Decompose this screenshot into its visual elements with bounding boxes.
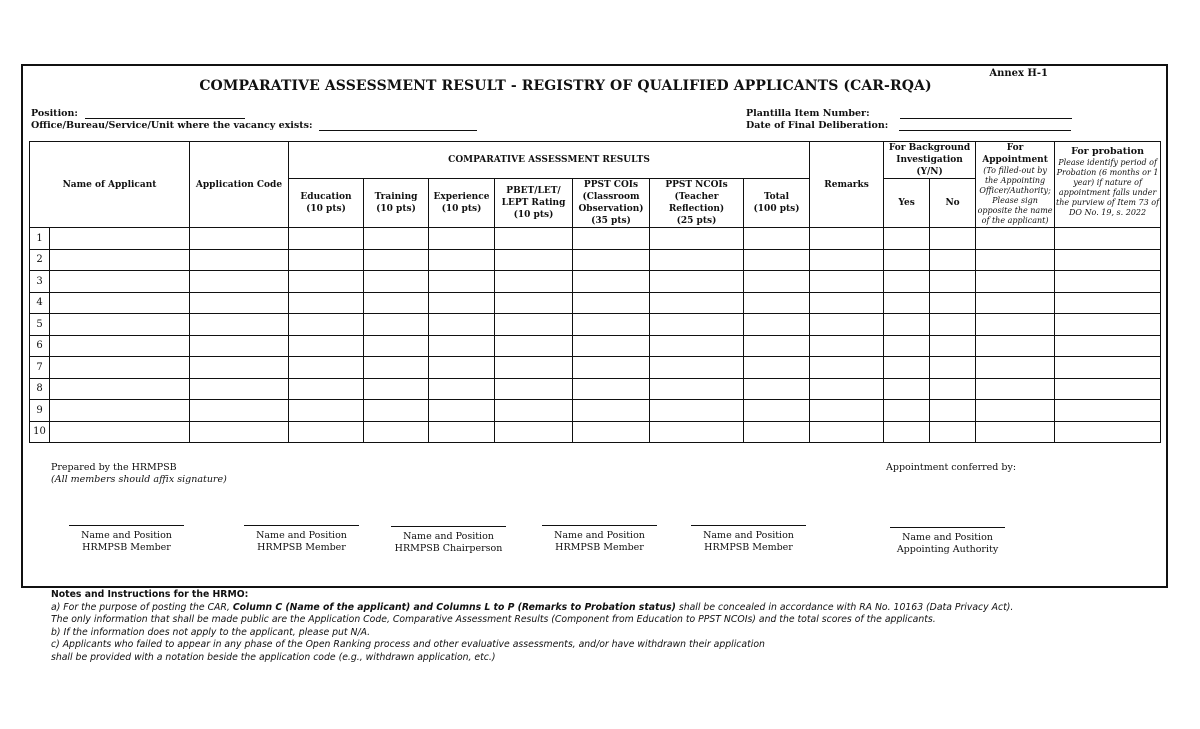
plantilla-label: Plantilla Item Number: bbox=[746, 108, 870, 119]
signature-member-4[interactable] bbox=[691, 525, 806, 554]
table-cell[interactable] bbox=[289, 271, 364, 293]
signature-chairperson[interactable] bbox=[391, 526, 506, 555]
table-cell[interactable] bbox=[429, 314, 495, 336]
total-label: Total bbox=[763, 192, 790, 202]
coi-line2: (Classroom bbox=[582, 192, 640, 202]
signature-member-1[interactable] bbox=[69, 525, 184, 554]
appointment-header bbox=[976, 142, 1055, 228]
signature-name-position: Name and Position bbox=[902, 532, 993, 543]
table-cell[interactable] bbox=[364, 357, 429, 379]
table-cell[interactable] bbox=[495, 271, 573, 293]
table-cell[interactable] bbox=[573, 378, 650, 400]
office-label: Office/Bureau/Service/Unit where the vacancy exists: bbox=[31, 120, 313, 131]
pbet-header bbox=[495, 179, 573, 228]
name-header: Name of Applicant bbox=[30, 142, 190, 228]
table-cell[interactable] bbox=[744, 228, 810, 250]
appt-line2: Appointment bbox=[982, 155, 1048, 165]
table-cell[interactable] bbox=[1055, 400, 1161, 422]
table-cell[interactable] bbox=[364, 292, 429, 314]
table-cell[interactable] bbox=[650, 335, 744, 357]
hrmo-notes bbox=[51, 589, 1013, 664]
probation-header bbox=[1055, 142, 1161, 228]
table-cell[interactable] bbox=[190, 228, 289, 250]
table-cell[interactable] bbox=[495, 421, 573, 443]
table-cell[interactable] bbox=[573, 228, 650, 250]
table-row bbox=[30, 400, 1161, 422]
education-pts: (10 pts) bbox=[306, 204, 346, 214]
table-cell[interactable] bbox=[1055, 335, 1161, 357]
table-cell[interactable] bbox=[495, 335, 573, 357]
table-cell[interactable] bbox=[190, 249, 289, 271]
appt-line1: For bbox=[1006, 143, 1024, 153]
table-cell[interactable] bbox=[573, 400, 650, 422]
table-cell[interactable] bbox=[976, 357, 1055, 379]
total-header bbox=[744, 179, 810, 228]
table-cell[interactable] bbox=[976, 271, 1055, 293]
table-cell[interactable] bbox=[1055, 292, 1161, 314]
prepared-by: Prepared by the HRMPSB bbox=[51, 462, 177, 473]
table-cell[interactable] bbox=[1055, 228, 1161, 250]
row-number: 9 bbox=[30, 400, 50, 422]
table-cell[interactable] bbox=[810, 249, 884, 271]
table-cell[interactable] bbox=[1055, 421, 1161, 443]
assessment-table bbox=[29, 141, 1161, 443]
probation-title: For probation bbox=[1071, 146, 1145, 157]
ncoi-line1: PPST NCOIs bbox=[665, 180, 728, 190]
table-cell[interactable] bbox=[429, 400, 495, 422]
signature-name-position: Name and Position bbox=[554, 530, 645, 541]
education-header bbox=[289, 179, 364, 228]
table-cell[interactable] bbox=[930, 271, 976, 293]
table-cell[interactable] bbox=[810, 400, 884, 422]
table-cell[interactable] bbox=[976, 228, 1055, 250]
table-cell[interactable] bbox=[573, 357, 650, 379]
signature-name-position: Name and Position bbox=[703, 530, 794, 541]
row-number: 5 bbox=[30, 314, 50, 336]
pbet-line1: PBET/LET/ bbox=[506, 186, 561, 196]
code-header: Application Code bbox=[190, 142, 289, 228]
table-row bbox=[30, 292, 1161, 314]
signature-appointing-authority[interactable] bbox=[890, 527, 1005, 556]
background-header bbox=[884, 142, 976, 179]
table-cell[interactable] bbox=[650, 292, 744, 314]
office-line bbox=[319, 130, 477, 131]
table-cell[interactable] bbox=[573, 271, 650, 293]
table-cell[interactable] bbox=[429, 292, 495, 314]
table-cell[interactable] bbox=[50, 271, 190, 293]
table-cell[interactable] bbox=[190, 378, 289, 400]
table-cell[interactable] bbox=[289, 314, 364, 336]
table-cell[interactable] bbox=[650, 421, 744, 443]
row-number: 3 bbox=[30, 271, 50, 293]
ncoi-line3: Reflection) bbox=[668, 204, 725, 214]
table-cell[interactable] bbox=[50, 228, 190, 250]
table-cell[interactable] bbox=[1055, 314, 1161, 336]
yes-header: Yes bbox=[884, 179, 930, 228]
table-cell[interactable] bbox=[190, 400, 289, 422]
coi-header bbox=[573, 179, 650, 228]
position-label: Position: bbox=[31, 108, 78, 119]
table-row bbox=[30, 357, 1161, 379]
table-cell[interactable] bbox=[650, 271, 744, 293]
table-cell[interactable] bbox=[1055, 271, 1161, 293]
form-frame bbox=[21, 64, 1168, 588]
table-cell[interactable] bbox=[930, 249, 976, 271]
table-cell[interactable] bbox=[289, 228, 364, 250]
signature-role: HRMPSB Member bbox=[82, 542, 171, 553]
table-cell[interactable] bbox=[289, 335, 364, 357]
table-cell[interactable] bbox=[884, 335, 930, 357]
table-cell[interactable] bbox=[190, 421, 289, 443]
table-cell[interactable] bbox=[976, 335, 1055, 357]
education-label: Education bbox=[300, 192, 352, 202]
table-cell[interactable] bbox=[429, 335, 495, 357]
probation-note: Please identify period of Probation (6 months or 1 year) if nature of appointment falls under the purview of Item 73 of DO No. 19, s. 2022 bbox=[1056, 158, 1160, 217]
table-cell[interactable] bbox=[976, 292, 1055, 314]
table-cell[interactable] bbox=[1055, 378, 1161, 400]
deliberation-field[interactable] bbox=[746, 120, 1071, 131]
table-cell[interactable] bbox=[976, 249, 1055, 271]
table-cell[interactable] bbox=[50, 378, 190, 400]
table-cell[interactable] bbox=[744, 400, 810, 422]
table-cell[interactable] bbox=[976, 314, 1055, 336]
table-cell[interactable] bbox=[744, 314, 810, 336]
bg-line1: For Background bbox=[888, 143, 971, 153]
table-cell[interactable] bbox=[50, 357, 190, 379]
table-cell[interactable] bbox=[289, 249, 364, 271]
table-cell[interactable] bbox=[50, 314, 190, 336]
row-number: 8 bbox=[30, 378, 50, 400]
table-cell[interactable] bbox=[930, 400, 976, 422]
table-row bbox=[30, 228, 1161, 250]
table-cell[interactable] bbox=[1055, 357, 1161, 379]
row-number: 1 bbox=[30, 228, 50, 250]
ncoi-line2: (Teacher bbox=[674, 192, 719, 202]
table-cell[interactable] bbox=[976, 421, 1055, 443]
row-number: 10 bbox=[30, 421, 50, 443]
table-cell[interactable] bbox=[810, 292, 884, 314]
row-number: 7 bbox=[30, 357, 50, 379]
table-cell[interactable] bbox=[289, 292, 364, 314]
coi-pts: (35 pts) bbox=[591, 216, 631, 226]
table-cell[interactable] bbox=[573, 421, 650, 443]
signature-role: HRMPSB Member bbox=[257, 542, 346, 553]
table-cell[interactable] bbox=[810, 378, 884, 400]
table-cell[interactable] bbox=[495, 228, 573, 250]
table-cell[interactable] bbox=[50, 400, 190, 422]
table-cell[interactable] bbox=[810, 421, 884, 443]
coi-line3: Observation) bbox=[578, 204, 644, 214]
table-cell[interactable] bbox=[884, 249, 930, 271]
table-cell[interactable] bbox=[744, 357, 810, 379]
table-cell[interactable] bbox=[930, 228, 976, 250]
table-cell[interactable] bbox=[573, 292, 650, 314]
table-cell[interactable] bbox=[573, 249, 650, 271]
notes-heading: Notes and Instructions for the HRMO: bbox=[51, 589, 249, 600]
table-cell[interactable] bbox=[190, 357, 289, 379]
table-cell[interactable] bbox=[495, 292, 573, 314]
table-row bbox=[30, 314, 1161, 336]
ncoi-header bbox=[650, 179, 744, 228]
table-cell[interactable] bbox=[364, 335, 429, 357]
deliberation-label: Date of Final Deliberation: bbox=[746, 120, 889, 131]
table-cell[interactable] bbox=[429, 421, 495, 443]
table-cell[interactable] bbox=[429, 378, 495, 400]
table-cell[interactable] bbox=[495, 378, 573, 400]
table-cell[interactable] bbox=[884, 400, 930, 422]
bg-line2: Investigation bbox=[896, 155, 963, 165]
experience-header bbox=[429, 179, 495, 228]
affix-note: (All members should affix signature) bbox=[51, 474, 227, 485]
table-cell[interactable] bbox=[50, 335, 190, 357]
note-a-bold: Column C (Name of the applicant) and Columns L to P (Remarks to Probation status) bbox=[232, 601, 676, 613]
table-cell[interactable] bbox=[810, 335, 884, 357]
signature-member-2[interactable] bbox=[244, 525, 359, 554]
table-cell[interactable] bbox=[364, 400, 429, 422]
table-cell[interactable] bbox=[930, 378, 976, 400]
training-pts: (10 pts) bbox=[376, 204, 416, 214]
applicant-rows bbox=[30, 228, 1161, 443]
training-label: Training bbox=[374, 192, 418, 202]
pbet-line2: LEPT Rating bbox=[501, 198, 566, 208]
table-cell[interactable] bbox=[884, 314, 930, 336]
table-row bbox=[30, 249, 1161, 271]
table-cell[interactable] bbox=[976, 400, 1055, 422]
table-cell[interactable] bbox=[884, 228, 930, 250]
table-cell[interactable] bbox=[573, 335, 650, 357]
table-cell[interactable] bbox=[976, 378, 1055, 400]
table-cell[interactable] bbox=[810, 357, 884, 379]
experience-label: Experience bbox=[433, 192, 490, 202]
table-cell[interactable] bbox=[650, 249, 744, 271]
appointment-conferred: Appointment conferred by: bbox=[886, 462, 1017, 473]
plantilla-line bbox=[900, 118, 1072, 119]
table-cell[interactable] bbox=[884, 292, 930, 314]
table-row bbox=[30, 271, 1161, 293]
ncoi-pts: (25 pts) bbox=[676, 216, 717, 226]
experience-pts: (10 pts) bbox=[441, 204, 482, 214]
table-cell[interactable] bbox=[744, 249, 810, 271]
table-cell[interactable] bbox=[930, 335, 976, 357]
table-cell[interactable] bbox=[429, 357, 495, 379]
row-number: 4 bbox=[30, 292, 50, 314]
table-cell[interactable] bbox=[930, 292, 976, 314]
table-cell[interactable] bbox=[289, 400, 364, 422]
table-cell[interactable] bbox=[289, 421, 364, 443]
table-cell[interactable] bbox=[190, 292, 289, 314]
table-cell[interactable] bbox=[884, 378, 930, 400]
table-row bbox=[30, 378, 1161, 400]
table-cell[interactable] bbox=[495, 314, 573, 336]
note-b: b) If the information does not apply to the applicant, please put N/A. bbox=[51, 626, 371, 638]
note-a-pre: a) For the purpose of posting the CAR, bbox=[51, 601, 230, 613]
table-cell[interactable] bbox=[50, 421, 190, 443]
table-cell[interactable] bbox=[495, 400, 573, 422]
table-cell[interactable] bbox=[364, 314, 429, 336]
note-a2: The only information that shall be made public are the Application Code, Comparative Assessment Results (Component from Education to PPST NCOIs) and the total scores of the applicants. bbox=[51, 614, 936, 625]
table-cell[interactable] bbox=[364, 249, 429, 271]
table-cell[interactable] bbox=[650, 228, 744, 250]
table-cell[interactable] bbox=[50, 292, 190, 314]
table-cell[interactable] bbox=[744, 378, 810, 400]
row-number: 2 bbox=[30, 249, 50, 271]
table-cell[interactable] bbox=[289, 357, 364, 379]
office-field[interactable] bbox=[31, 120, 477, 131]
table-cell[interactable] bbox=[650, 314, 744, 336]
signature-role: HRMPSB Member bbox=[704, 542, 793, 553]
table-cell[interactable] bbox=[930, 357, 976, 379]
coi-line1: PPST COIs bbox=[583, 180, 639, 190]
table-cell[interactable] bbox=[573, 314, 650, 336]
note-a bbox=[51, 602, 1013, 615]
table-cell[interactable] bbox=[190, 314, 289, 336]
signature-name-position: Name and Position bbox=[256, 530, 347, 541]
form-title: COMPARATIVE ASSESSMENT RESULT - REGISTRY OF QUALIFIED APPLICANTS (CAR-RQA) bbox=[199, 78, 932, 94]
table-cell[interactable] bbox=[364, 378, 429, 400]
signature-role: HRMPSB Member bbox=[555, 542, 644, 553]
signature-name-position: Name and Position bbox=[403, 531, 494, 542]
no-header: No bbox=[930, 179, 976, 228]
table-cell[interactable] bbox=[650, 400, 744, 422]
table-row bbox=[30, 335, 1161, 357]
table-cell[interactable] bbox=[289, 378, 364, 400]
total-pts: (100 pts) bbox=[753, 204, 800, 214]
annex-label: Annex H-1 bbox=[989, 68, 1048, 79]
table-cell[interactable] bbox=[650, 357, 744, 379]
table-cell[interactable] bbox=[744, 335, 810, 357]
table-cell[interactable] bbox=[190, 335, 289, 357]
table-cell[interactable] bbox=[650, 378, 744, 400]
remarks-header: Remarks bbox=[810, 142, 884, 228]
table-cell[interactable] bbox=[930, 314, 976, 336]
table-cell[interactable] bbox=[810, 271, 884, 293]
table-cell[interactable] bbox=[495, 249, 573, 271]
table-cell[interactable] bbox=[1055, 249, 1161, 271]
table-cell[interactable] bbox=[364, 228, 429, 250]
table-row bbox=[30, 421, 1161, 443]
signature-name-position: Name and Position bbox=[81, 530, 172, 541]
table-cell[interactable] bbox=[884, 271, 930, 293]
plantilla-field[interactable] bbox=[746, 108, 1072, 119]
deliberation-line bbox=[899, 130, 1071, 131]
position-field[interactable] bbox=[31, 108, 245, 119]
row-number: 6 bbox=[30, 335, 50, 357]
signature-role: Appointing Authority bbox=[896, 544, 999, 555]
table-cell[interactable] bbox=[429, 249, 495, 271]
position-line bbox=[85, 118, 245, 119]
appt-note: (To filled-out by the Appointing Officer/Authority; Please sign opposite the name of the applicant) bbox=[977, 166, 1053, 225]
table-cell[interactable] bbox=[930, 421, 976, 443]
car-header: COMPARATIVE ASSESSMENT RESULTS bbox=[289, 142, 810, 179]
table-cell[interactable] bbox=[495, 357, 573, 379]
note-a-post: shall be concealed in accordance with RA No. 10163 (Data Privacy Act). bbox=[678, 601, 1014, 613]
table-cell[interactable] bbox=[810, 314, 884, 336]
pbet-pts: (10 pts) bbox=[513, 210, 554, 220]
table-cell[interactable] bbox=[364, 421, 429, 443]
signature-member-3[interactable] bbox=[542, 525, 657, 554]
table-cell[interactable] bbox=[429, 228, 495, 250]
table-cell[interactable] bbox=[744, 271, 810, 293]
bg-line3: (Y/N) bbox=[916, 167, 943, 177]
signature-role: HRMPSB Chairperson bbox=[394, 543, 503, 554]
table-cell[interactable] bbox=[429, 271, 495, 293]
table-cell[interactable] bbox=[884, 421, 930, 443]
table-cell[interactable] bbox=[810, 228, 884, 250]
training-header bbox=[364, 179, 429, 228]
table-cell[interactable] bbox=[884, 357, 930, 379]
table-cell[interactable] bbox=[50, 249, 190, 271]
note-c1: c) Applicants who failed to appear in any phase of the Open Ranking process and other evaluative assessments, and/or have withdrawn their application bbox=[51, 639, 765, 650]
table-cell[interactable] bbox=[364, 271, 429, 293]
table-cell[interactable] bbox=[744, 292, 810, 314]
note-c2: shall be provided with a notation beside the application code (e.g., withdrawn application, etc.) bbox=[51, 651, 496, 663]
table-cell[interactable] bbox=[190, 271, 289, 293]
table-cell[interactable] bbox=[744, 421, 810, 443]
